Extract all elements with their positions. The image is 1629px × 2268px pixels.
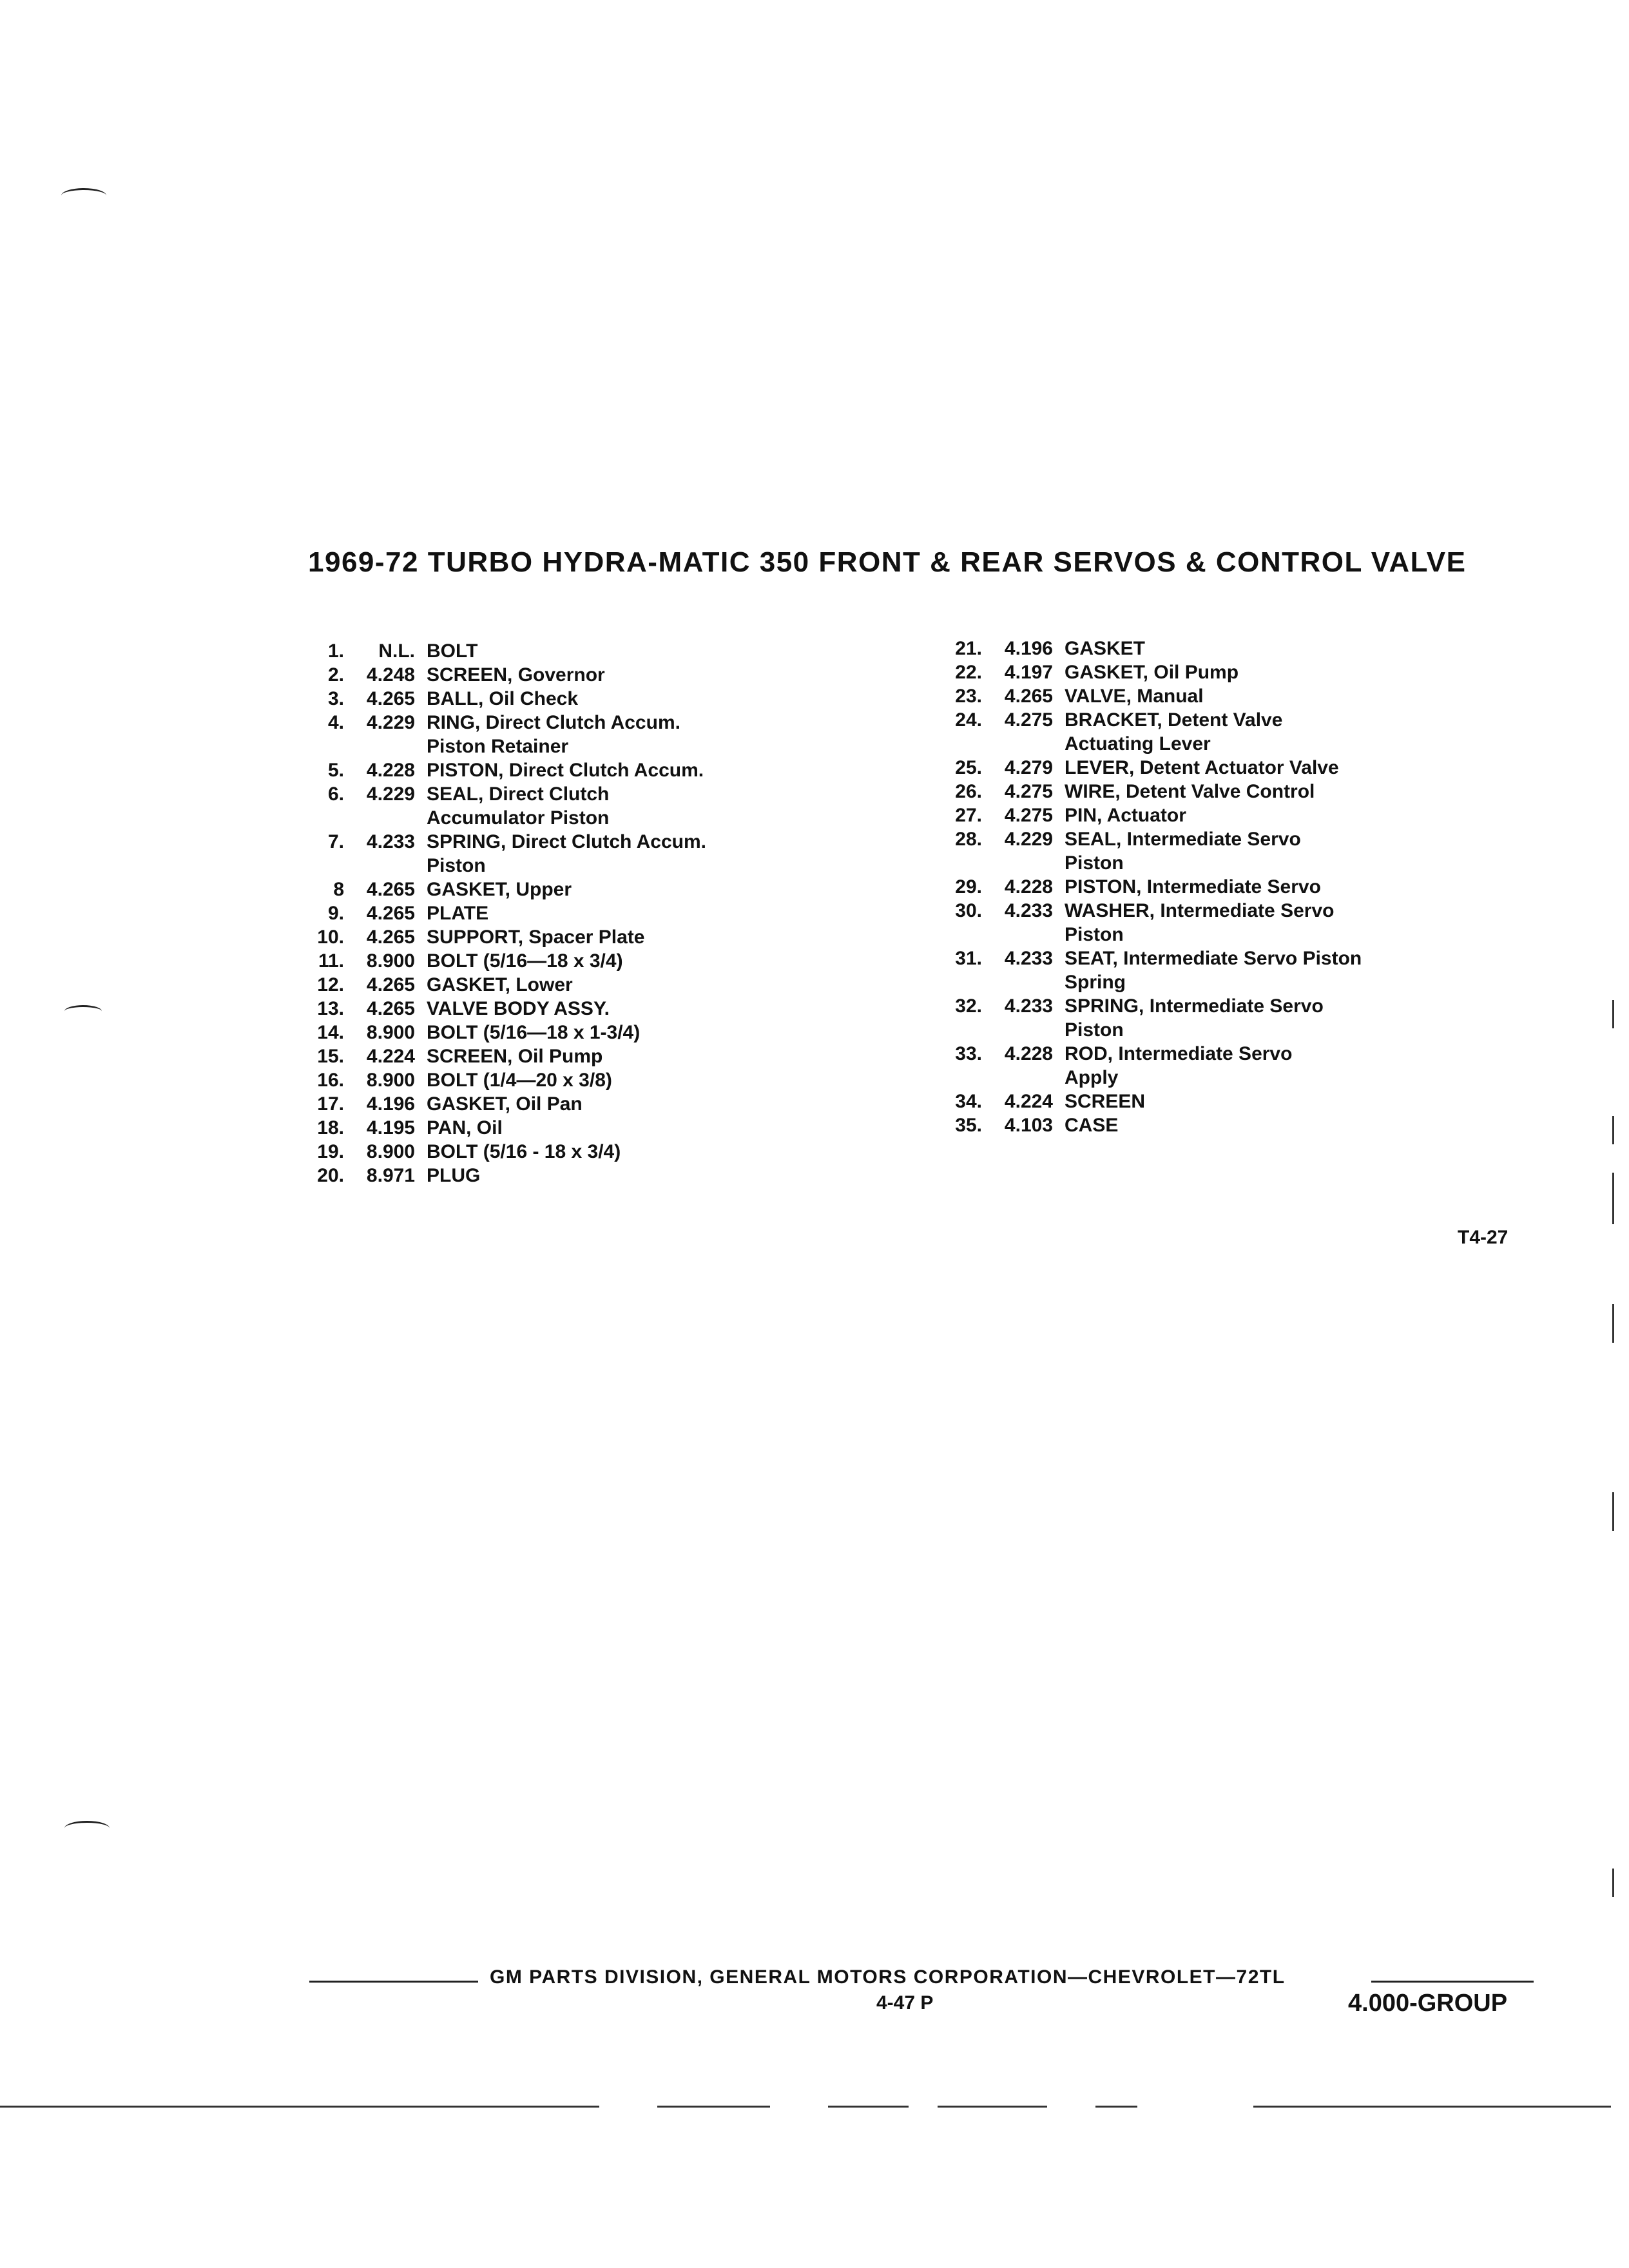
part-row	[941, 637, 1469, 660]
scan-artifact-mark	[64, 1005, 102, 1017]
part-row	[941, 947, 1469, 994]
part-description	[415, 711, 793, 758]
part-row	[303, 878, 793, 901]
group-code: 8.900	[366, 1070, 415, 1091]
description-line: SEAL, Direct Clutch	[427, 783, 610, 805]
part-description	[1053, 1042, 1469, 1090]
description-line: LEVER, Detent Actuator Valve	[1065, 757, 1339, 778]
part-row	[303, 830, 793, 878]
group-code: 4.265	[366, 903, 415, 924]
part-number: 29.	[955, 876, 982, 898]
description-line: SCREEN, Governor	[427, 664, 605, 686]
description-line: BOLT (1/4—20 x 3/8)	[427, 1070, 612, 1091]
part-number: 30.	[955, 900, 982, 921]
part-number: 5.	[327, 760, 344, 781]
part-number: 34.	[955, 1091, 982, 1112]
part-description	[1053, 899, 1469, 947]
part-description	[415, 878, 793, 901]
page-title: 1969-72 TURBO HYDRA-MATIC 350 FRONT & REAR SERVOS & CONTROL VALVE	[308, 546, 1467, 578]
part-row	[941, 875, 1469, 899]
part-row	[303, 1164, 793, 1187]
part-description	[415, 639, 793, 663]
part-description	[415, 758, 793, 782]
part-row	[303, 949, 793, 973]
part-description	[415, 949, 793, 973]
part-number: 32.	[955, 995, 982, 1017]
part-description	[1053, 1113, 1469, 1137]
part-description	[1053, 875, 1469, 899]
group-code: 4.248	[366, 664, 415, 686]
description-line: PIN, Actuator	[1065, 805, 1186, 826]
group-code: 4.228	[1004, 876, 1053, 898]
description-line: SEAT, Intermediate Servo Piston	[1065, 948, 1362, 969]
part-number: 24.	[955, 709, 982, 731]
group-code: 4.228	[1004, 1043, 1053, 1064]
parts-list-right	[941, 637, 1469, 1137]
part-description	[415, 901, 793, 925]
part-number: 35.	[955, 1115, 982, 1136]
group-code: 4.195	[366, 1117, 415, 1139]
part-row	[941, 899, 1469, 947]
description-line: SCREEN, Oil Pump	[427, 1046, 603, 1067]
description-line: BOLT (5/16—18 x 3/4)	[427, 950, 623, 972]
part-number: 2.	[327, 664, 344, 686]
part-number: 17.	[317, 1093, 344, 1115]
scan-artifact-mark	[64, 1821, 110, 1836]
part-description	[415, 973, 793, 997]
scan-edge-mark	[1612, 1000, 1614, 1028]
group-code: 4.196	[366, 1093, 415, 1115]
part-description	[1053, 684, 1469, 708]
part-row	[941, 780, 1469, 803]
description-line: Piston	[427, 855, 486, 876]
part-row	[941, 1042, 1469, 1090]
part-description	[1053, 1090, 1469, 1113]
group-code: 4.229	[366, 783, 415, 805]
footer-rule-right	[1371, 1981, 1534, 1983]
footer-corporation: GM PARTS DIVISION, GENERAL MOTORS CORPORATION—CHEVROLET—72TL	[490, 1966, 1286, 1988]
description-line: GASKET, Oil Pump	[1065, 662, 1239, 683]
part-description	[1053, 803, 1469, 827]
group-code: 4.229	[1004, 829, 1053, 850]
part-row	[303, 1092, 793, 1116]
description-line: SPRING, Direct Clutch Accum.	[427, 831, 706, 852]
group-code: 4.228	[366, 760, 415, 781]
description-line: WASHER, Intermediate Servo	[1065, 900, 1335, 921]
page-number: 4-47 P	[876, 1992, 934, 2013]
part-number: 1.	[327, 640, 344, 662]
group-code: 4.233	[1004, 948, 1053, 969]
part-row	[941, 708, 1469, 756]
part-number: 16.	[317, 1070, 344, 1091]
description-line: BOLT (5/16—18 x 1-3/4)	[427, 1022, 641, 1043]
part-number: 6.	[327, 783, 344, 805]
part-number: 12.	[317, 974, 344, 995]
group-code: 4.275	[1004, 781, 1053, 802]
group-code: 4.275	[1004, 709, 1053, 731]
group-code: 4.233	[1004, 900, 1053, 921]
part-number: 14.	[317, 1022, 344, 1043]
group-code: 4.275	[1004, 805, 1053, 826]
description-line: CASE	[1065, 1115, 1119, 1136]
scan-edge-mark	[1612, 1869, 1614, 1897]
figure-reference: T4-27	[1458, 1227, 1509, 1248]
part-row	[303, 997, 793, 1021]
part-row	[303, 711, 793, 758]
part-row	[941, 1113, 1469, 1137]
group-code: 4.265	[366, 927, 415, 948]
part-number: 7.	[327, 831, 344, 852]
scan-edge-mark	[1612, 1173, 1614, 1224]
description-line: PISTON, Intermediate Servo	[1065, 876, 1321, 898]
part-description	[1053, 827, 1469, 875]
group-code: 4.224	[366, 1046, 415, 1067]
group-code: N.L.	[378, 640, 415, 662]
part-row	[303, 1021, 793, 1044]
part-row	[303, 663, 793, 687]
part-row	[941, 660, 1469, 684]
part-description	[415, 830, 793, 878]
part-description	[415, 997, 793, 1021]
description-line: VALVE, Manual	[1065, 686, 1204, 707]
description-line: GASKET, Lower	[427, 974, 573, 995]
description-line: PLUG	[427, 1165, 481, 1186]
part-description	[1053, 947, 1469, 994]
description-line: GASKET, Oil Pan	[427, 1093, 583, 1115]
part-description	[415, 1044, 793, 1068]
part-number: 8	[333, 879, 344, 900]
part-row	[941, 1090, 1469, 1113]
footer	[309, 1966, 1534, 2031]
description-line: VALVE BODY ASSY.	[427, 998, 610, 1019]
group-code: 4.265	[366, 688, 415, 709]
part-number: 19.	[317, 1141, 344, 1162]
description-line: Spring	[1065, 972, 1126, 993]
description-line: PLATE	[427, 903, 489, 924]
description-line: BOLT	[427, 640, 478, 662]
part-description	[415, 1021, 793, 1044]
part-row	[303, 687, 793, 711]
part-description	[1053, 708, 1469, 756]
part-description	[1053, 637, 1469, 660]
part-row	[941, 827, 1469, 875]
group-code: 4.233	[1004, 995, 1053, 1017]
description-line: PAN, Oil	[427, 1117, 503, 1139]
part-number: 15.	[317, 1046, 344, 1067]
part-description	[415, 1164, 793, 1187]
part-number: 21.	[955, 638, 982, 659]
part-row	[303, 1068, 793, 1092]
group-code: 4.224	[1004, 1091, 1053, 1112]
part-row	[303, 925, 793, 949]
part-number: 4.	[327, 712, 344, 733]
part-number: 20.	[317, 1165, 344, 1186]
group-code: 4.265	[366, 974, 415, 995]
part-number: 13.	[317, 998, 344, 1019]
description-line: SEAL, Intermediate Servo	[1065, 829, 1301, 850]
part-row	[303, 1044, 793, 1068]
scan-edge-mark	[1612, 1116, 1614, 1144]
part-description	[415, 663, 793, 687]
group-code: 8.900	[366, 950, 415, 972]
part-number: 26.	[955, 781, 982, 802]
group-code: 8.971	[366, 1165, 415, 1186]
description-line: SPRING, Intermediate Servo	[1065, 995, 1324, 1017]
description-line: SCREEN	[1065, 1091, 1146, 1112]
group-code: 8.900	[366, 1022, 415, 1043]
group-label: 4.000-GROUP	[1348, 1990, 1508, 2017]
group-code: 4.196	[1004, 638, 1053, 659]
group-code: 4.197	[1004, 662, 1053, 683]
part-row	[941, 994, 1469, 1042]
description-line: Piston	[1065, 852, 1124, 874]
description-line: BALL, Oil Check	[427, 688, 579, 709]
part-description	[415, 1092, 793, 1116]
part-description	[415, 1140, 793, 1164]
group-code: 4.233	[366, 831, 415, 852]
part-number: 22.	[955, 662, 982, 683]
group-code: 4.279	[1004, 757, 1053, 778]
description-line: Piston	[1065, 1019, 1124, 1041]
description-line: WIRE, Detent Valve Control	[1065, 781, 1315, 802]
part-number: 28.	[955, 829, 982, 850]
description-line: Actuating Lever	[1065, 733, 1211, 754]
part-description	[1053, 756, 1469, 780]
part-number: 3.	[327, 688, 344, 709]
group-code: 4.265	[366, 879, 415, 900]
part-description	[1053, 660, 1469, 684]
description-line: Piston	[1065, 924, 1124, 945]
part-description	[415, 1116, 793, 1140]
scan-edge-mark	[1612, 1492, 1614, 1531]
part-description	[1053, 780, 1469, 803]
part-number: 23.	[955, 686, 982, 707]
part-number: 33.	[955, 1043, 982, 1064]
description-line: BRACKET, Detent Valve	[1065, 709, 1283, 731]
part-description	[415, 925, 793, 949]
part-row	[941, 803, 1469, 827]
description-line: Piston Retainer	[427, 736, 569, 757]
scan-artifact-mark	[61, 188, 106, 203]
scan-edge-mark	[1612, 1304, 1614, 1343]
group-code: 8.900	[366, 1141, 415, 1162]
description-line: RING, Direct Clutch Accum.	[427, 712, 680, 733]
group-code: 4.103	[1004, 1115, 1053, 1136]
part-number: 18.	[317, 1117, 344, 1139]
bottom-rule	[0, 2106, 1611, 2108]
group-code: 4.229	[366, 712, 415, 733]
part-number: 9.	[327, 903, 344, 924]
part-row	[303, 782, 793, 830]
part-description	[415, 1068, 793, 1092]
description-line: PISTON, Direct Clutch Accum.	[427, 760, 704, 781]
part-row	[941, 756, 1469, 780]
description-line: SUPPORT, Spacer Plate	[427, 927, 645, 948]
part-number: 25.	[955, 757, 982, 778]
part-description	[1053, 994, 1469, 1042]
description-line: BOLT (5/16 - 18 x 3/4)	[427, 1141, 621, 1162]
part-row	[303, 1140, 793, 1164]
description-line: Apply	[1065, 1067, 1119, 1088]
part-row	[303, 901, 793, 925]
description-line: ROD, Intermediate Servo	[1065, 1043, 1293, 1064]
part-row	[303, 639, 793, 663]
part-number: 10.	[317, 927, 344, 948]
part-description	[415, 687, 793, 711]
part-row	[303, 758, 793, 782]
group-code: 4.265	[1004, 686, 1053, 707]
part-row	[303, 1116, 793, 1140]
part-number: 11.	[318, 950, 344, 972]
part-row	[941, 684, 1469, 708]
part-description	[415, 782, 793, 830]
group-code: 4.265	[366, 998, 415, 1019]
parts-list-left	[303, 639, 793, 1187]
part-row	[303, 973, 793, 997]
description-line: GASKET	[1065, 638, 1146, 659]
footer-rule-left	[309, 1981, 478, 1983]
part-number: 31.	[955, 948, 982, 969]
description-line: GASKET, Upper	[427, 879, 572, 900]
part-number: 27.	[955, 805, 982, 826]
description-line: Accumulator Piston	[427, 807, 610, 829]
